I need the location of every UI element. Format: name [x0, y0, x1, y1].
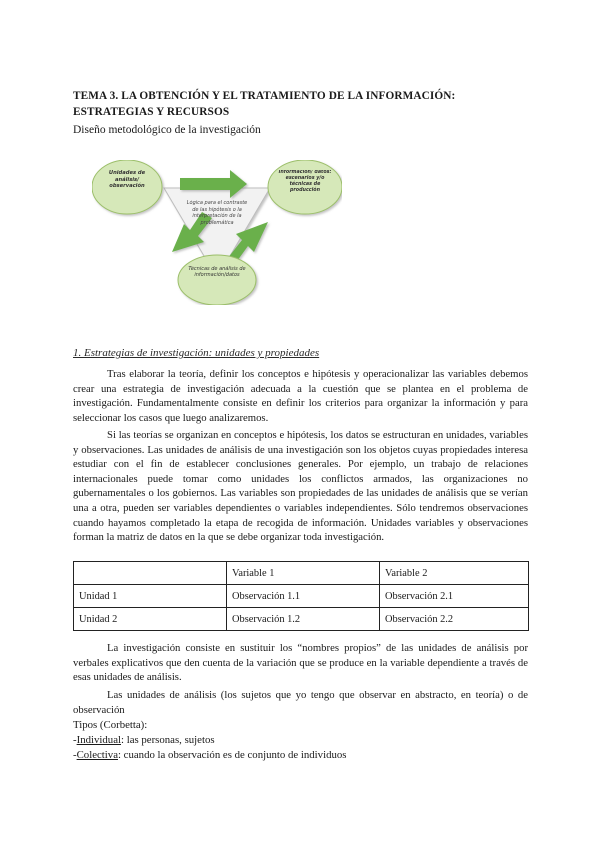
table-cell: Unidad 1	[74, 585, 227, 608]
table-cell: Observación 2.1	[380, 585, 529, 608]
table-cell: Observación 2.2	[380, 608, 529, 631]
paragraph: Si las teorías se organizan en conceptos e hipótesis, los datos se estructuran en unidades, variables y observaciones. Las unidades de análisis de una investigación son los objetos cuyas propiedades interesa estudiar con el fin de establecer conclusiones generales. Por ejemplo, un trabajo de relaciones internacionales puede tomar como unidades los conflictos armados, las organizaciones no gubernamentales o los gobiernos. Las variables son propiedades de las unidades de análisis que se verían una a otra, pueden ser variables dependientes o variables independientes. Sólo tendremos observaciones cuando hayamos completado la etapa de recogida de información. Unidades variables y observaciones forman la matriz de datos en la que se debe organizar toda investigación.	[73, 429, 528, 544]
table-cell: Unidad 2	[74, 608, 227, 631]
center-label: Lógica para el contraste de las hipótesis o la interpretación de la problemática	[186, 200, 248, 226]
table-cell	[74, 562, 227, 585]
node-left-label: Unidades de análisis/ observación	[108, 170, 146, 189]
table-cell: Observación 1.1	[227, 585, 380, 608]
methodology-diagram	[92, 160, 342, 305]
node-right-label: Información/ datos: escenarios y/o técnicas de producción	[278, 170, 332, 193]
paragraph: La investigación consiste en sustituir los “nombres propios” de las unidades de análisis por verbales explicativos que den cuenta de la variación que se produce en la variable dependiente a través de esas unidades de análisis.	[73, 642, 528, 684]
types-heading: Tipos (Corbetta):	[73, 719, 148, 731]
data-matrix-table	[73, 561, 529, 631]
node-bottom-label: Técnicas de análisis de información/datos	[188, 266, 246, 279]
page-subtitle: Diseño metodológico de la investigación	[73, 124, 261, 136]
paragraph: Tras elaborar la teoría, definir los conceptos e hipótesis y operacionalizar las variables debemos crear una estrategia de investigación adecuada a la cuestión que se plantea en el problema de investigación. Fundamentalmente consiste en definir los criterios para organizar la información y para seleccionar los casos que luego analizaremos.	[73, 368, 528, 424]
paragraph: Las unidades de análisis (los sujetos que yo tengo que observar en abstracto, en teoría) o de observación	[73, 689, 528, 716]
table-cell: Observación 1.2	[227, 608, 380, 631]
page-title: TEMA 3. LA OBTENCIÓN Y EL TRATAMIENTO DE LA INFORMACIÓN: ESTRATEGIAS Y RECURSOS	[73, 90, 456, 118]
table-row	[74, 608, 529, 631]
section-heading: 1. Estrategias de investigación: unidades y propiedades	[73, 347, 320, 359]
type-collective: -Colectiva: cuando la observación es de conjunto de individuos	[73, 749, 347, 761]
table-cell: Variable 1	[227, 562, 380, 585]
table-cell: Variable 2	[380, 562, 529, 585]
table-row	[74, 585, 529, 608]
type-individual: -Individual: las personas, sujetos	[73, 734, 215, 746]
table-header-row	[74, 562, 529, 585]
